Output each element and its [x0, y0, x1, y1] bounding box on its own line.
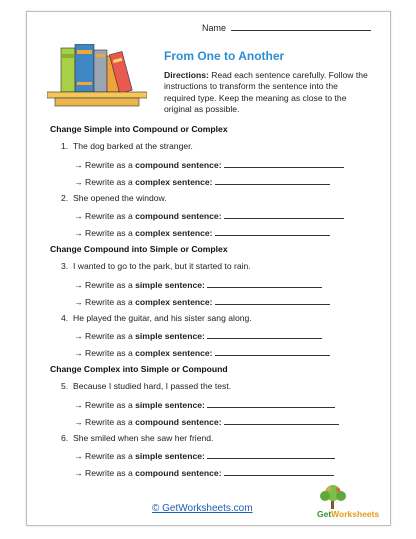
- answer-type: simple sentence: [135, 280, 203, 290]
- answer-row: [74, 176, 330, 187]
- answer-prefix: → Rewrite as a: [74, 160, 136, 170]
- answer-colon: :: [202, 331, 205, 341]
- answer-type: simple sentence: [135, 331, 203, 341]
- answer-blank-line[interactable]: [215, 296, 330, 305]
- answer-blank-line[interactable]: [207, 399, 335, 408]
- answer-blank-line[interactable]: [224, 210, 344, 219]
- directions-text: Read each sentence carefully. Follow the instructions to transform the sentence into the required type. Keep the meaning as close to the original as possible.: [164, 70, 368, 114]
- answer-row: [74, 450, 335, 461]
- answer-type: complex sentence: [135, 297, 210, 307]
- question-1: [61, 141, 193, 151]
- question-text: I wanted to go to the park, but it started to rain.: [73, 261, 251, 271]
- answer-type: compound sentence: [135, 211, 219, 221]
- question-5: [61, 381, 231, 391]
- answer-prefix: → Rewrite as a: [74, 468, 136, 478]
- answer-prefix: → Rewrite as a: [74, 417, 136, 427]
- name-field[interactable]: [202, 21, 371, 33]
- answer-row: [74, 279, 322, 290]
- answer-colon: :: [209, 297, 213, 307]
- directions-label: Directions:: [164, 70, 209, 80]
- answer-colon: :: [218, 468, 222, 478]
- answer-colon: :: [209, 177, 213, 187]
- answer-row: [74, 296, 330, 307]
- answer-colon: :: [209, 348, 213, 358]
- question-number: 1.: [61, 141, 69, 151]
- question-text: She smiled when she saw her friend.: [73, 433, 214, 443]
- answer-prefix: → Rewrite as a: [74, 400, 136, 410]
- question-text: Because I studied hard, I passed the test.: [73, 381, 232, 391]
- question-number: 5.: [61, 381, 69, 391]
- answer-blank-line[interactable]: [215, 176, 330, 185]
- answer-prefix: → Rewrite as a: [74, 228, 136, 238]
- answer-prefix: → Rewrite as a: [74, 211, 136, 221]
- answer-type: complex sentence: [135, 177, 210, 187]
- answer-colon: :: [209, 228, 213, 238]
- answer-blank-line[interactable]: [224, 159, 344, 168]
- answer-type: compound sentence: [135, 160, 219, 170]
- answer-type: compound sentence: [135, 468, 219, 478]
- worksheet-title: From One to Another: [164, 49, 285, 63]
- answer-row: [74, 159, 344, 170]
- answer-colon: :: [202, 451, 205, 461]
- logo-wordmark: [317, 509, 379, 519]
- answer-prefix: → Rewrite as a: [74, 280, 136, 290]
- answer-blank-line[interactable]: [215, 227, 330, 236]
- tree-logo-icon: [313, 484, 353, 510]
- answer-colon: :: [202, 400, 205, 410]
- directions: [164, 70, 369, 115]
- answer-colon: :: [202, 280, 205, 290]
- answer-colon: :: [218, 160, 222, 170]
- question-text: The dog barked at the stranger.: [73, 141, 193, 151]
- question-number: 4.: [61, 313, 69, 323]
- question-text: She opened the window.: [73, 193, 167, 203]
- question-3: [61, 261, 251, 271]
- section-heading: Change Complex into Simple or Compound: [50, 364, 228, 374]
- answer-blank-line[interactable]: [207, 279, 322, 288]
- answer-blank-line[interactable]: [224, 467, 334, 476]
- answer-type: complex sentence: [135, 348, 210, 358]
- answer-row: [74, 399, 335, 410]
- answer-row: [74, 347, 330, 358]
- getworksheets-link[interactable]: © GetWorksheets.com: [152, 503, 253, 514]
- answer-prefix: → Rewrite as a: [74, 297, 136, 307]
- answer-prefix: → Rewrite as a: [74, 348, 136, 358]
- question-number: 6.: [61, 433, 69, 443]
- answer-type: compound sentence: [135, 417, 219, 427]
- answer-colon: :: [218, 417, 222, 427]
- answer-row: [74, 467, 334, 478]
- name-label: Name: [202, 23, 227, 33]
- books-on-shelf-icon: [47, 44, 147, 108]
- section-heading: Change Compound into Simple or Complex: [50, 244, 228, 254]
- answer-prefix: → Rewrite as a: [74, 331, 136, 341]
- logo-get: Get: [317, 509, 332, 519]
- question-4: [61, 313, 252, 323]
- answer-colon: :: [218, 211, 222, 221]
- answer-prefix: → Rewrite as a: [74, 177, 136, 187]
- answer-row: [74, 210, 344, 221]
- answer-type: complex sentence: [135, 228, 210, 238]
- answer-prefix: → Rewrite as a: [74, 451, 136, 461]
- question-number: 2.: [61, 193, 69, 203]
- name-blank-line[interactable]: [231, 21, 371, 31]
- question-6: [61, 433, 213, 443]
- question-text: He played the guitar, and his sister sang along.: [73, 313, 252, 323]
- section-heading: Change Simple into Compound or Complex: [50, 124, 228, 134]
- answer-row: [74, 227, 330, 238]
- answer-type: simple sentence: [135, 400, 203, 410]
- answer-row: [74, 416, 339, 427]
- logo-worksheets: Worksheets: [331, 509, 380, 519]
- answer-row: [74, 330, 322, 341]
- question-2: [61, 193, 167, 203]
- answer-blank-line[interactable]: [207, 330, 322, 339]
- answer-blank-line[interactable]: [207, 450, 335, 459]
- answer-blank-line[interactable]: [215, 347, 330, 356]
- answer-type: simple sentence: [135, 451, 203, 461]
- question-number: 3.: [61, 261, 69, 271]
- answer-blank-line[interactable]: [224, 416, 339, 425]
